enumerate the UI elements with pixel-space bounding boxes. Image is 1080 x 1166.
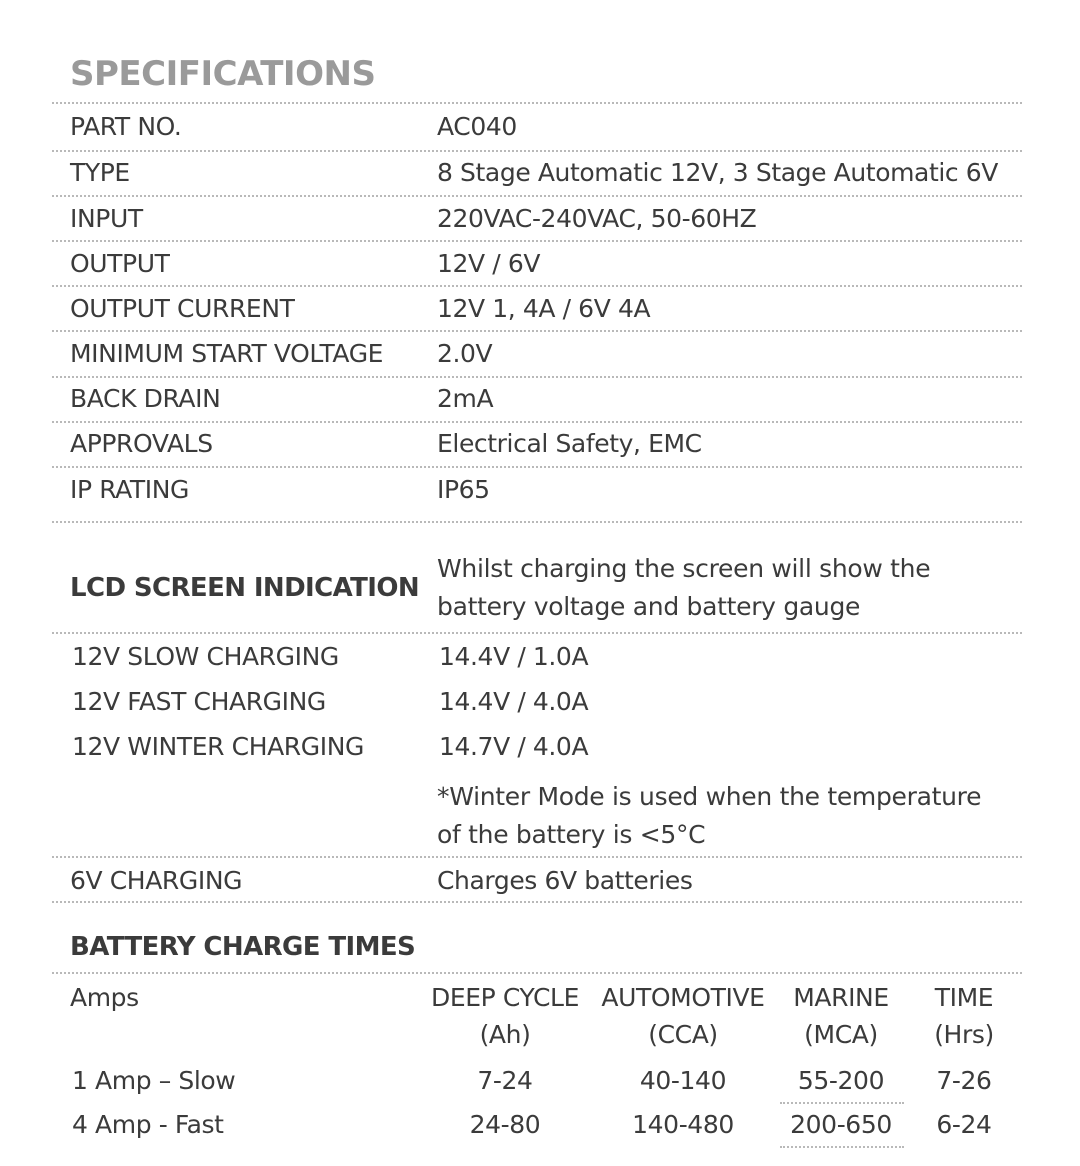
spec-label-ip-rating: IP RATING [70, 475, 190, 504]
spec-value-back-drain: 2mA [437, 384, 494, 413]
table-cell-time: 7-26 [936, 1066, 992, 1095]
lcd-screen-label: LCD SCREEN INDICATION [70, 573, 419, 603]
spec-value-ip-rating: IP65 [437, 475, 490, 504]
table-cell-deep-cycle: 7-24 [477, 1066, 533, 1095]
divider [52, 195, 1022, 197]
table-cell-marine: 200-650 [790, 1110, 892, 1139]
divider [780, 1146, 904, 1148]
divider [52, 901, 1022, 903]
table-cell-automotive: 140-480 [632, 1110, 734, 1139]
six-volt-label: 6V CHARGING [70, 866, 243, 895]
divider [780, 1102, 904, 1104]
six-volt-value: Charges 6V batteries [437, 866, 693, 895]
col-header-deep-cycle: DEEP CYCLE [431, 983, 579, 1012]
col-header-marine: MARINE [793, 983, 889, 1012]
table-cell-deep-cycle: 24-80 [469, 1110, 541, 1139]
divider [52, 421, 1022, 423]
table-cell-time: 6-24 [936, 1110, 992, 1139]
mode-label-12v-fast: 12V FAST CHARGING [72, 687, 326, 716]
col-header-automotive-unit: (CCA) [648, 1020, 718, 1049]
divider [52, 632, 1022, 634]
spec-value-input: 220VAC-240VAC, 50-60HZ [437, 204, 757, 233]
page-title: SPECIFICATIONS [70, 54, 376, 94]
winter-mode-note: *Winter Mode is used when the temperature of the battery is <5°C [437, 782, 982, 849]
spec-value-part-no: AC040 [437, 112, 517, 141]
table-row-amps: 1 Amp – Slow [72, 1066, 236, 1095]
spec-value-output: 12V / 6V [437, 249, 541, 278]
mode-value-12v-slow: 14.4V / 1.0A [439, 642, 589, 671]
mode-label-12v-slow: 12V SLOW CHARGING [72, 642, 339, 671]
mode-value-12v-winter: 14.7V / 4.0A [439, 732, 589, 761]
spec-label-min-start-voltage: MINIMUM START VOLTAGE [70, 339, 384, 368]
divider [52, 972, 1022, 974]
spec-label-back-drain: BACK DRAIN [70, 384, 221, 413]
spec-label-type: TYPE [70, 158, 130, 187]
divider [52, 285, 1022, 287]
table-cell-marine: 55-200 [797, 1066, 885, 1095]
spec-label-output: OUTPUT [70, 249, 170, 278]
divider [52, 521, 1022, 523]
divider [52, 330, 1022, 332]
spec-label-approvals: APPROVALS [70, 429, 213, 458]
divider [52, 466, 1022, 468]
divider [52, 856, 1022, 858]
spec-value-approvals: Electrical Safety, EMC [437, 429, 702, 458]
divider [52, 102, 1022, 104]
spec-label-part-no: PART NO. [70, 112, 182, 141]
col-header-automotive: AUTOMOTIVE [601, 983, 765, 1012]
spec-value-output-current: 12V 1, 4A / 6V 4A [437, 294, 651, 323]
divider [52, 240, 1022, 242]
table-row-amps: 4 Amp - Fast [72, 1110, 224, 1139]
col-header-time-unit: (Hrs) [934, 1020, 994, 1049]
spec-value-type: 8 Stage Automatic 12V, 3 Stage Automatic 6V [437, 158, 999, 187]
spec-value-min-start-voltage: 2.0V [437, 339, 493, 368]
spec-label-output-current: OUTPUT CURRENT [70, 294, 295, 323]
lcd-screen-description: Whilst charging the screen will show the battery voltage and battery gauge [437, 554, 931, 621]
col-header-time: TIME [934, 983, 994, 1012]
col-header-marine-unit: (MCA) [804, 1020, 878, 1049]
divider [52, 150, 1022, 152]
battery-times-title: BATTERY CHARGE TIMES [70, 932, 416, 962]
col-header-amps: Amps [70, 983, 139, 1012]
divider [52, 376, 1022, 378]
table-cell-automotive: 40-140 [639, 1066, 727, 1095]
mode-value-12v-fast: 14.4V / 4.0A [439, 687, 589, 716]
col-header-deep-cycle-unit: (Ah) [479, 1020, 531, 1049]
mode-label-12v-winter: 12V WINTER CHARGING [72, 732, 364, 761]
spec-label-input: INPUT [70, 204, 143, 233]
